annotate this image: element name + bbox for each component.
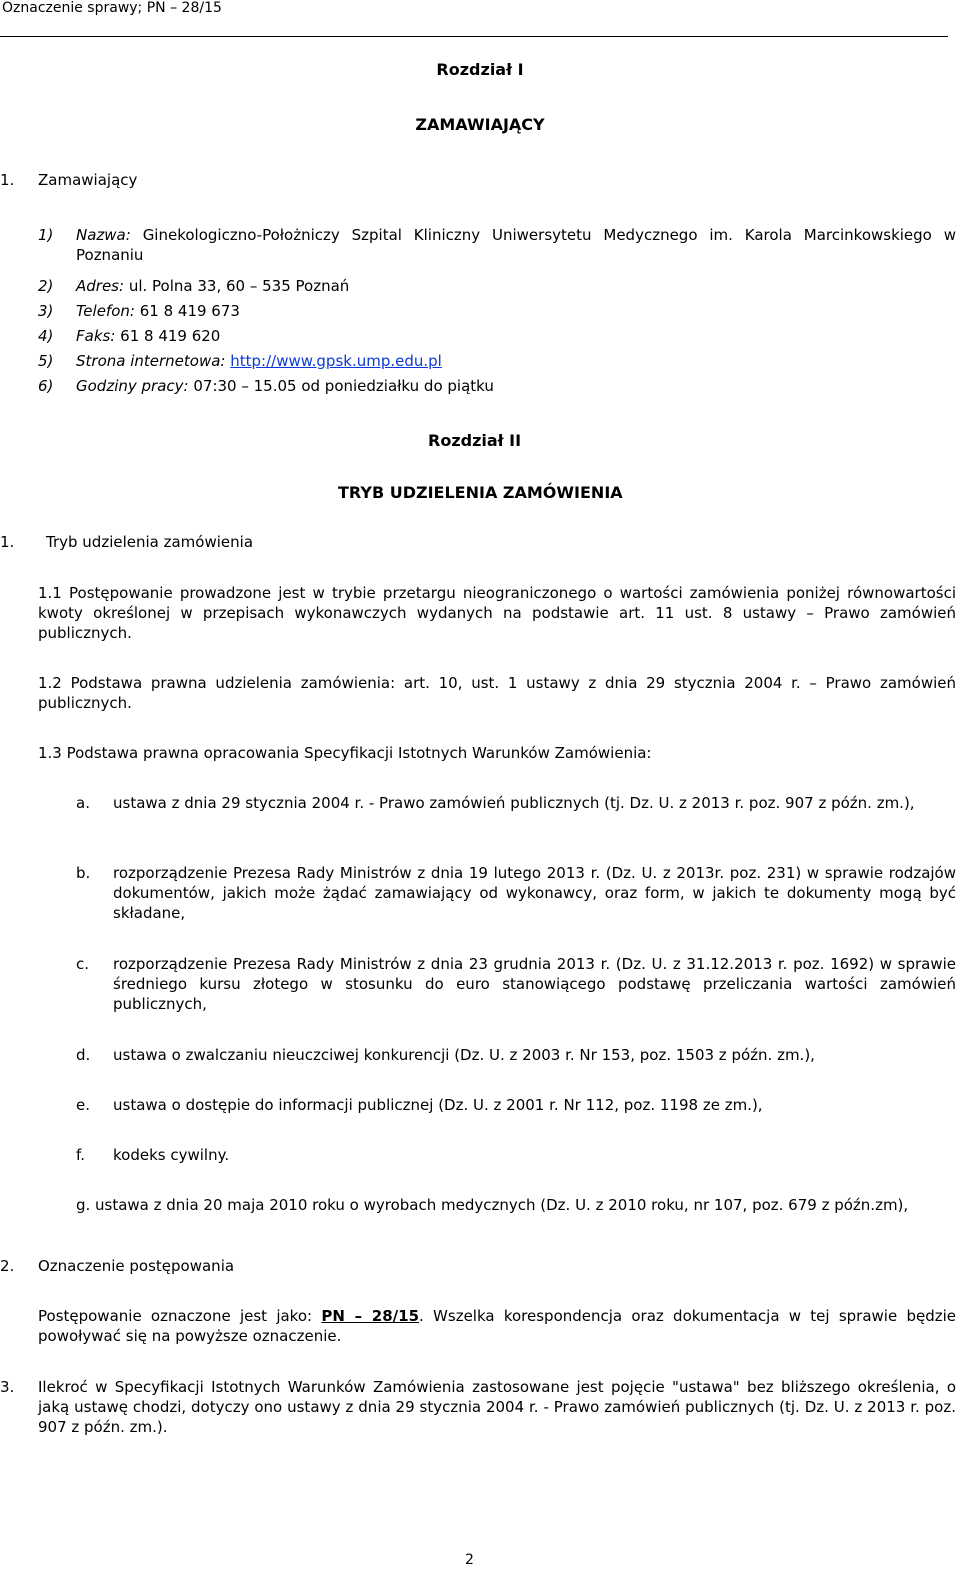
list-f-letter: f. — [76, 1146, 85, 1164]
item-6-value: 07:30 – 15.05 od poniedziałku do piątku — [193, 377, 494, 395]
item-4-label: Faks: — [76, 327, 116, 345]
paragraph-1-2: 1.2 Podstawa prawna udzielenia zamówienia: art. 10, ust. 1 ustawy z dnia 29 stycznia 2004 r. – Prawo zamówień publicznych. — [38, 674, 956, 712]
section-2-text-after: . Wszelka korespondencja oraz dokumentacja w tej sprawie będzie powoływać się na powyższe oznaczenie. — [38, 1307, 956, 1345]
list-d-text: ustawa o zwalczaniu nieuczciwej konkurencji (Dz. U. z 2003 r. Nr 153, poz. 1503 z późn. zm.), — [113, 1046, 815, 1064]
item-1-label: Nazwa: — [76, 226, 131, 244]
item-2-label: Adres: — [76, 277, 125, 295]
list-f-text: kodeks cywilny. — [113, 1146, 230, 1164]
list-a-letter: a. — [76, 794, 90, 812]
section-1-title: Zamawiający — [38, 171, 138, 189]
item-1-text — [76, 225, 956, 265]
list-b-letter: b. — [76, 864, 91, 882]
item-2-value: ul. Polna 33, 60 – 535 Poznań — [128, 277, 350, 295]
item-3-value: 61 8 419 673 — [139, 302, 240, 320]
section-3-text: Ilekroć w Specyfikacji Istotnych Warunków Zamówienia zastosowane jest pojęcie "ustawa" bez bliższego określenia, o jaką ustawę chodzi, dotyczy ono ustawy z dnia 29 stycznia 2004 r. - Prawo zamówień publicznych (tj. Dz. U. z 2013 r. poz. 907 z późn. zm.). — [38, 1378, 956, 1436]
list-a-text: ustawa z dnia 29 stycznia 2004 r. - Prawo zamówień publicznych (tj. Dz. U. z 2013 r. poz. 907 z późn. zm.), — [113, 794, 915, 812]
paragraph-1-3: 1.3 Podstawa prawna opracowania Specyfikacji Istotnych Warunków Zamówienia: — [38, 744, 652, 762]
website-link[interactable]: http://www.gpsk.ump.edu.pl — [230, 352, 442, 370]
chapter-2-subtitle: TRYB UDZIELENIA ZAMÓWIENIA — [338, 483, 623, 502]
chapter-2-section-1-number: 1. — [0, 533, 15, 551]
item-6-text — [76, 376, 494, 396]
list-g-letter: g. — [76, 1196, 91, 1214]
list-e-text: ustawa o dostępie do informacji publicznej (Dz. U. z 2001 r. Nr 112, poz. 1198 ze zm.), — [113, 1096, 763, 1114]
list-e-letter: e. — [76, 1096, 90, 1114]
section-2-number: 2. — [0, 1257, 15, 1275]
section-3-number: 3. — [0, 1378, 15, 1396]
item-6-number: 6) — [38, 377, 54, 395]
running-header: Oznaczenie sprawy; PN – 28/15 — [2, 0, 222, 16]
section-2-title: Oznaczenie postępowania — [38, 1257, 235, 1275]
page-number: 2 — [465, 1552, 474, 1568]
item-3-number: 3) — [38, 302, 54, 320]
list-g-text: ustawa z dnia 20 maja 2010 roku o wyrobach medycznych (Dz. U. z 2010 roku, nr 107, poz. 679 z późn.zm), — [95, 1196, 909, 1214]
item-4-value: 61 8 419 620 — [120, 327, 221, 345]
section-2-text-before: Postępowanie oznaczone jest jako: — [38, 1307, 322, 1325]
list-d-letter: d. — [76, 1046, 91, 1064]
item-1-number: 1) — [38, 226, 54, 244]
list-c-text: rozporządzenie Prezesa Rady Ministrów z dnia 23 grudnia 2013 r. (Dz. U. z 31.12.2013 r. poz. 1692) w sprawie średniego kursu złotego w stosunku do euro stanowiącego podstawę przeliczania wartości zamówień publicznych, — [113, 955, 956, 1013]
case-code: PN – 28/15 — [321, 1307, 420, 1325]
chapter-2-title: Rozdział II — [428, 431, 522, 450]
chapter-1-title: Rozdział I — [436, 60, 524, 79]
section-2-text — [38, 1306, 956, 1346]
list-b-text: rozporządzenie Prezesa Rady Ministrów z dnia 19 lutego 2013 r. (Dz. U. z 2013r. poz. 231) w sprawie rodzajów dokumentów, jakich może żądać zamawiający od wykonawcy, oraz form, w jakich te dokumenty mogą być składane, — [113, 864, 956, 922]
item-2-number: 2) — [38, 277, 54, 295]
list-c-letter: c. — [76, 955, 90, 973]
item-6-label: Godziny pracy: — [76, 377, 189, 395]
section-1-number: 1. — [0, 171, 15, 189]
paragraph-1-1: 1.1 Postępowanie prowadzone jest w trybie przetargu nieograniczonego o wartości zamówienia poniżej równowartości kwoty określonej w przepisach wykonawczych wydanych na podstawie art. 11 ust. 8 ustawy – Prawo zamówień publicznych. — [38, 584, 956, 642]
item-1-value: Ginekologiczno-Położniczy Szpital Kliniczny Uniwersytetu Medycznego im. Karola Marcinkowskiego w Poznaniu — [76, 226, 956, 264]
item-2-text — [76, 276, 349, 296]
chapter-2-section-1-title: Tryb udzielenia zamówienia — [46, 533, 254, 551]
item-5-text — [76, 351, 442, 371]
item-4-number: 4) — [38, 327, 54, 345]
item-3-text — [76, 301, 240, 321]
header-rule — [0, 36, 948, 37]
item-5-number: 5) — [38, 352, 54, 370]
item-4-text — [76, 326, 220, 346]
chapter-1-subtitle: ZAMAWIAJĄCY — [415, 115, 545, 134]
item-3-label: Telefon: — [76, 302, 135, 320]
item-5-label: Strona internetowa: — [76, 352, 226, 370]
